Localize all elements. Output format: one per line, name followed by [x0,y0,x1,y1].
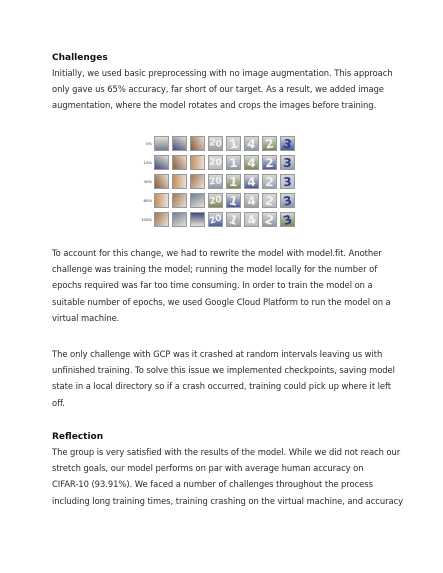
text-line: challenge was training the model; running the model locally for the number of [52,264,378,275]
text-line: epochs required was far too time consuming. In order to train the model on a [52,280,373,291]
digit-thumbnail [262,174,277,189]
figure-row-label: 100% [141,217,152,222]
digit-thumbnail [280,193,295,208]
photo-thumbnail [154,136,169,151]
digit-thumbnail [208,193,223,208]
digit-glyph: 3 [281,212,294,228]
digit-thumbnail [280,136,295,151]
digit-glyph: 2 [263,212,276,228]
digit-thumbnail [226,193,241,208]
figure-row-label: 30% [143,179,152,184]
photo-thumbnail [172,136,187,151]
text-line: only gave us 65% accuracy, far short of our target. As a result, we added image [52,84,385,95]
digit-glyph: 2 [264,136,275,152]
digit-glyph: 20 [208,213,224,227]
digit-glyph: 2 [264,155,275,171]
digit-thumbnail [280,174,295,189]
digit-thumbnail [262,212,277,227]
digit-thumbnail [262,155,277,170]
digit-thumbnail [262,136,277,151]
text-line: virtual machine. [52,312,120,323]
figure-row-label: 10% [143,160,152,165]
digit-glyph: 2 [263,193,275,209]
digit-thumbnail [244,212,259,227]
challenges-paragraph-3 [52,346,397,411]
photo-thumbnail [154,174,169,189]
figure-row-label: 60% [143,198,152,203]
photo-thumbnail [172,193,187,208]
digit-glyph: 20 [208,157,222,169]
digit-glyph: 1 [227,212,240,228]
text-line: unfinished training. To solve this issue we implemented checkpoints, saving model [52,365,395,376]
text-line: including long training times, training crashing on the virtual machine, and accuracy [52,495,404,506]
digit-thumbnail [226,174,241,189]
digit-glyph: 4 [246,174,257,190]
text-line: suitable number of epochs, we used Google Cloud Platform to run the model on a [52,296,391,307]
digit-glyph: 20 [208,176,223,188]
digit-glyph: 4 [246,136,257,152]
text-line: The only challenge with GCP was it crashed at random intervals leaving us with [52,349,383,359]
digit-thumbnail [280,212,295,227]
digit-thumbnail [244,174,259,189]
challenges-paragraph-1 [52,65,397,114]
text-line: CIFAR-10 (93.91%). We faced a number of challenges throughout the process [52,479,373,490]
digit-glyph: 3 [282,155,293,171]
digit-glyph: 2 [264,174,275,190]
digit-glyph: 20 [208,137,223,151]
photo-thumbnail [172,155,187,170]
digit-thumbnail [208,174,223,189]
challenges-heading: Challenges [52,53,108,63]
text-line: augmentation, where the model rotates and crops the images before training. [52,100,377,111]
digit-thumbnail [226,155,241,170]
text-line: Initially, we used basic preprocessing with no image augmentation. This approach [52,68,393,78]
digit-glyph: 4 [246,193,258,209]
photo-thumbnail [190,212,205,227]
digit-glyph: 3 [282,136,293,152]
photo-thumbnail [190,155,205,170]
digit-glyph: 20 [208,194,223,208]
text-line: To account for this change, we had to rewrite the model with model.fit. Another [52,248,382,258]
digit-glyph: 4 [245,212,258,228]
photo-thumbnail [154,193,169,208]
digit-glyph: 1 [228,174,239,190]
digit-glyph: 3 [282,174,293,190]
digit-thumbnail [208,155,223,170]
digit-glyph: 1 [227,193,239,209]
digit-glyph: 3 [282,193,294,209]
digit-glyph: 4 [246,155,257,171]
photo-thumbnail [190,136,205,151]
digit-thumbnail [244,136,259,151]
text-line: off. [52,397,65,408]
digit-thumbnail [226,212,241,227]
photo-thumbnail [172,212,187,227]
digit-thumbnail [244,155,259,170]
digit-glyph: 1 [228,155,239,171]
digit-thumbnail [208,212,223,227]
photo-thumbnail [190,193,205,208]
digit-thumbnail [208,136,223,151]
digit-thumbnail [244,193,259,208]
digit-thumbnail [280,155,295,170]
digit-glyph: 1 [228,136,239,152]
figure-row-label: 0% [145,141,152,146]
challenges-paragraph-2 [52,245,397,326]
photo-thumbnail [190,174,205,189]
photo-thumbnail [154,212,169,227]
reflection-paragraph-1 [52,444,404,509]
digit-thumbnail [262,193,277,208]
text-line: state in a local directory so if a crash occurred, training could pick up where it left [52,381,392,392]
augmentation-figure [140,134,294,228]
text-line: stretch goals, our model performs on par with average human accuracy on [52,463,364,474]
photo-thumbnail [172,174,187,189]
photo-thumbnail [154,155,169,170]
text-line: The group is very satisfied with the results of the model. While we did not reach our [52,447,401,457]
reflection-heading: Reflection [52,432,104,442]
digit-thumbnail [226,136,241,151]
